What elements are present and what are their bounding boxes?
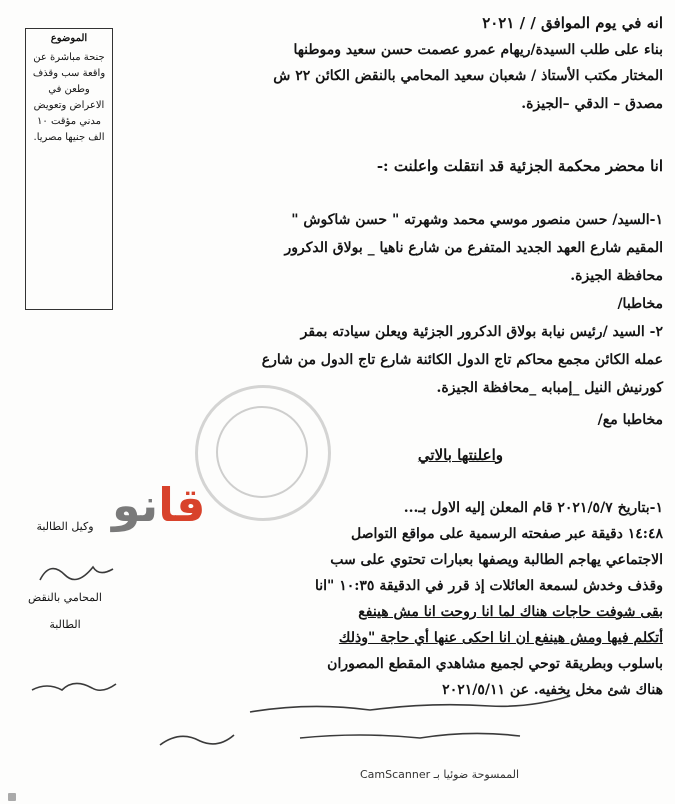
fact-line-3: الاجتماعي يهاجم الطالبة ويصفها بعبارات تحتوي على سب <box>330 552 663 568</box>
party2-line-3: كورنيش النيل _إمبابه _محافظة الجيزة. <box>436 380 663 396</box>
agent-label: وكيل الطالبة <box>36 520 94 533</box>
subject-text: جنحة مباشرة عن واقعة سب وقذف وطعن في الاعراض وتعويض مدني مؤقت ١٠ الف جنيها مصريا. <box>32 52 106 143</box>
party2-line-2: عمله الكائن مجمع محاكم تاج الدول الكائنة شارع تاج الدول من شارع <box>261 352 663 368</box>
fact-line-6: هناك شئ مخل يخفيه. عن ٢٠٢١/٥/١١ <box>442 682 663 698</box>
request-line-2: المختار مكتب الأستاذ / شعبان سعيد المحامي بالنقض الكائن ٢٢ ش <box>273 68 663 84</box>
quote-line-1: بقى شوفت حاجات هناك لما انا روحت انا مش هينفع <box>358 604 663 620</box>
quote-line-2: أتكلم فيها ومش هينفع ان انا احكى عنها أي حاجة "وذلك <box>338 630 663 646</box>
lawyer-label: المحامي بالنقض <box>28 591 102 604</box>
party-label: الطالبة <box>49 618 81 631</box>
fact-line-5: باسلوب وبطريقة توحي لجميع مشاهدي المقطع المصوران <box>327 656 663 672</box>
scanner-footer: الممسوحة ضوئيا بـ CamScanner <box>360 768 520 781</box>
fact-line-1: ١-بتاريخ ٢٠٢١/٥/٧ قام المعلن إليه الاول بـ... <box>403 500 663 516</box>
fact-line-4: وقذف وخدش لسمعة العائلات إذ قرر في الدقيقة ١٠:٣٥ "انا <box>314 578 663 594</box>
party1-line-2: المقيم شارع العهد الجديد المتفرع من شارع ناهيا _ بولاق الدكرور <box>284 240 663 256</box>
bailiff-line: انا محضر محكمة الجزئية قد انتقلت واعلنت :- <box>376 157 663 175</box>
addressed-1: مخاطبا/ <box>617 296 663 312</box>
handwritten-note-1 <box>250 696 570 712</box>
fact-line-2: ١٤:٤٨ دقيقة عبر صفحته الرسمية على مواقع التواصل <box>351 526 663 542</box>
party2-line-1: ٢- السيد /رئيس نيابة بولاق الدكرور الجزئية ويعلن سيادته بمقر <box>300 324 663 340</box>
handwritten-signature <box>40 567 113 580</box>
addressed-2: مخاطبا مع/ <box>597 412 663 428</box>
handwritten-note-3 <box>160 735 234 745</box>
handwritten-mark <box>32 683 116 690</box>
subject-title: الموضوع <box>50 33 88 44</box>
date-line: انه في يوم الموافق / / ٢٠٢١ <box>482 14 663 32</box>
announcement-heading: واعلنتها بالاتي <box>417 446 503 464</box>
corner-mark <box>8 793 16 801</box>
watermark-part-1: قا <box>158 478 206 532</box>
party1-line-3: محافظة الجيزة. <box>570 268 663 284</box>
request-line-3: مصدق – الدقي –الجيزة. <box>521 96 663 112</box>
handwritten-note-2 <box>300 733 520 738</box>
watermark-part-2: نو <box>112 478 159 532</box>
party1-line-1: ١-السيد/ حسن منصور موسي محمد وشهرته " حسن شاكوش " <box>291 212 663 228</box>
request-line-1: بناء على طلب السيدة/ريهام عمرو عصمت حسن سعيد وموطنها <box>293 42 663 58</box>
